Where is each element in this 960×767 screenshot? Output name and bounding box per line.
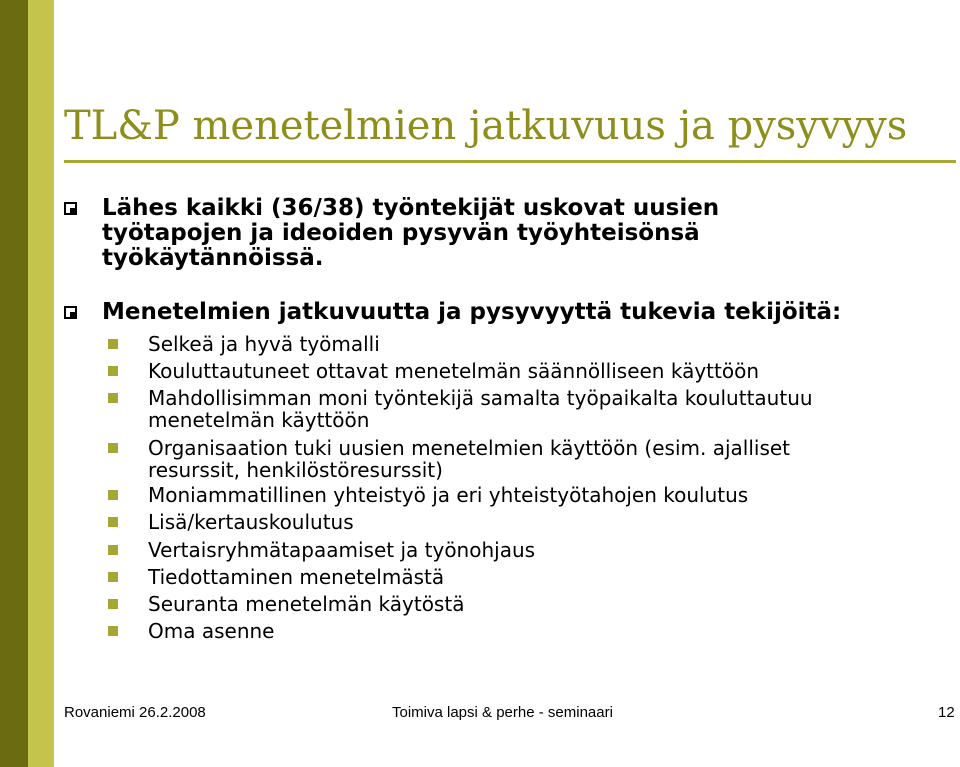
hollow-square-bullet-icon bbox=[64, 202, 77, 215]
filled-square-bullet-icon bbox=[108, 443, 118, 453]
bullet-line: työkäytännöissä. bbox=[102, 245, 324, 271]
filled-square-bullet-icon bbox=[108, 599, 118, 609]
sub-bullet-line: Oma asenne bbox=[148, 619, 275, 643]
sub-bullet-line: Organisaation tuki uusien menetelmien käyttöön (esim. ajalliset bbox=[148, 436, 791, 460]
sub-bullet-line: Mahdollisimman moni työntekijä samalta työpaikalta kouluttautuu bbox=[148, 386, 813, 410]
filled-square-bullet-icon bbox=[108, 545, 118, 555]
filled-square-bullet-icon bbox=[108, 393, 118, 403]
sub-bullet-line: menetelmän käyttöön bbox=[148, 408, 370, 432]
left-accent-bar-dark bbox=[0, 0, 28, 767]
footer-page-number: 12 bbox=[938, 704, 955, 721]
bullet-line: Menetelmien jatkuvuutta ja pysyvyyttä tukevia tekijöitä: bbox=[102, 299, 842, 325]
bullet-line: työtapojen ja ideoiden pysyvän työyhteisönsä bbox=[102, 220, 700, 246]
filled-square-bullet-icon bbox=[108, 517, 118, 527]
filled-square-bullet-icon bbox=[108, 572, 118, 582]
sub-bullet-line: Selkeä ja hyvä työmalli bbox=[148, 332, 380, 356]
left-accent-bar-light bbox=[28, 0, 54, 767]
filled-square-bullet-icon bbox=[108, 626, 118, 636]
sub-bullet-line: Vertaisryhmätapaamiset ja työnohjaus bbox=[148, 538, 536, 562]
filled-square-bullet-icon bbox=[108, 339, 118, 349]
sub-bullet-line: resurssit, henkilöstöresurssit) bbox=[148, 458, 443, 482]
sub-bullet-line: Moniammatillinen yhteistyö ja eri yhteistyötahojen koulutus bbox=[148, 483, 749, 507]
footer-event: Toimiva lapsi & perhe - seminaari bbox=[392, 704, 613, 721]
sub-bullet-line: Tiedottaminen menetelmästä bbox=[148, 565, 445, 589]
sub-bullet-line: Seuranta menetelmän käytöstä bbox=[148, 592, 465, 616]
sub-bullet-line: Lisä/kertauskoulutus bbox=[148, 510, 354, 534]
hollow-square-bullet-icon bbox=[64, 306, 77, 319]
sub-bullet-line: Kouluttautuneet ottavat menetelmän säännölliseen käyttöön bbox=[148, 359, 759, 383]
filled-square-bullet-icon bbox=[108, 366, 118, 376]
footer-date: Rovaniemi 26.2.2008 bbox=[64, 704, 206, 721]
bullet-line: Lähes kaikki (36/38) työntekijät uskovat uusien bbox=[102, 195, 720, 221]
title-underline bbox=[64, 160, 956, 163]
slide-title: TL&P menetelmien jatkuvuus ja pysyvyys bbox=[64, 103, 908, 149]
filled-square-bullet-icon bbox=[108, 490, 118, 500]
